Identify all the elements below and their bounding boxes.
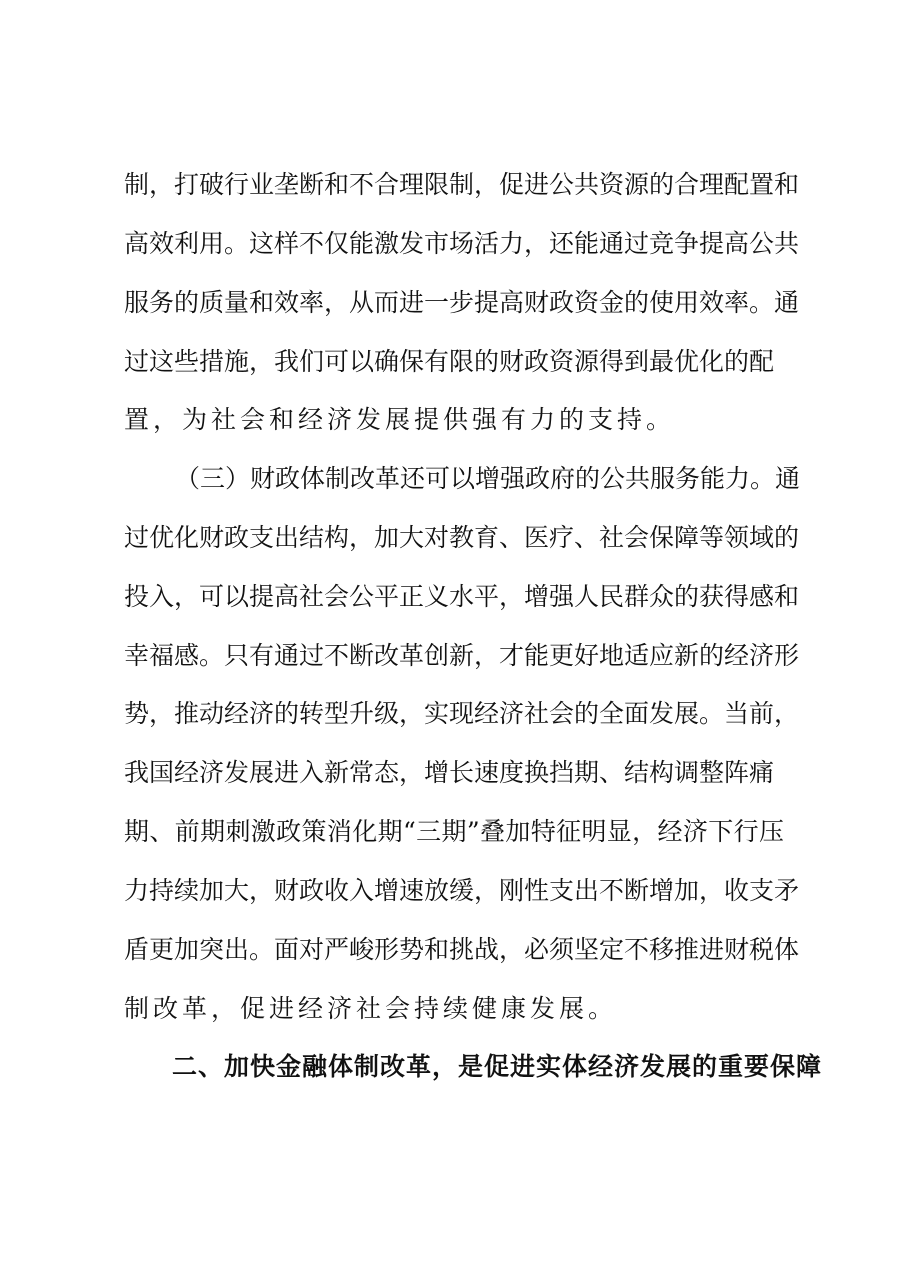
paragraph-line: 制，打破行业垄断和不合理限制，促进公共资源的合理配置和 (124, 170, 800, 199)
paragraph-line: （三）财政体制改革还可以增强政府的公共服务能力。通 (175, 464, 801, 493)
paragraph-line: 幸福感。只有通过不断改革创新，才能更好地适应新的经济形 (124, 641, 800, 670)
paragraph-line: 投入，可以提高社会公平正义水平，增强人民群众的获得感和 (124, 582, 800, 611)
paragraph-line: 期、前期刺激政策消化期“三期”叠加特征明显，经济下行压 (124, 817, 784, 846)
paragraph-line: 置，为社会和经济发展提供强有力的支持。 (124, 405, 676, 434)
paragraph-line: 制改革，促进经济社会持续健康发展。 (124, 994, 618, 1023)
paragraph-line: 过这些措施，我们可以确保有限的财政资源得到最优化的配 (124, 347, 775, 376)
paragraph-line: 服务的质量和效率，从而进一步提高财政资金的使用效率。通 (124, 288, 800, 317)
paragraph-line: 高效利用。这样不仅能激发市场活力，还能通过竞争提高公共 (124, 229, 800, 258)
paragraph-line: 过优化财政支出结构，加大对教育、医疗、社会保障等领域的 (124, 523, 800, 552)
paragraph-line: 盾更加突出。面对严峻形势和挑战，必须坚定不移推进财税体 (124, 935, 800, 964)
section-heading: 二、加快金融体制改革，是促进实体经济发展的重要保障 (172, 1052, 823, 1081)
paragraph-line: 我国经济发展进入新常态，增长速度换挡期、结构调整阵痛 (124, 758, 775, 787)
paragraph-line: 力持续加大，财政收入增速放缓，刚性支出不断增加，收支矛 (124, 876, 800, 905)
paragraph-line: 势，推动经济的转型升级，实现经济社会的全面发展。当前， (124, 699, 800, 728)
